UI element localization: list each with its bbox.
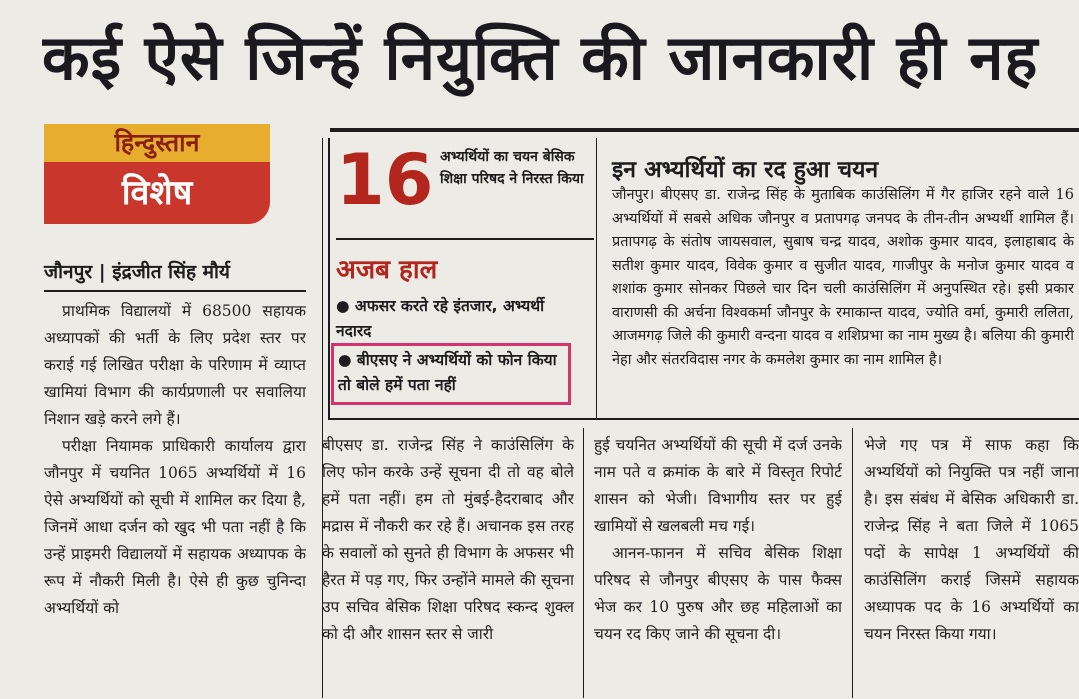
col4-paragraph: भेजे गए पत्र में साफ कहा कि अभ्यर्थियों को नियुक्ति पत्र नहीं जाना है। इस संबंध में बेसिक अधिकारी डा. राजेन्द्र सिंह ने बता जिले में 1065 पदों के सापेक्ष 1 अभ्यर्थियों की काउंसिलिंग कराई जिसमें सहायक अध्यापक पद के 16 अभ्यर्थियों का चयन निरस्त किया गया। — [864, 436, 1079, 643]
byline: जौनपुर | इंद्रजीत सिंह मौर्य — [44, 261, 230, 283]
col3-paragraph: आनन-फानन में सचिव बेसिक शिक्षा परिषद से जौनपुर बीएसए के पास फैक्स भेज कर 10 पुरुष और छह महिलाओं का चयन रद किए जाने की सूचना दी। — [594, 544, 842, 643]
column-divider — [583, 428, 584, 698]
badge-masthead: हिन्दुस्तान — [44, 124, 270, 162]
column-4 — [864, 432, 1079, 698]
badge-label: विशेष — [121, 173, 193, 213]
box-bottom-border — [328, 418, 1079, 420]
hindustan-vishesh-badge — [44, 124, 270, 224]
column-3 — [594, 432, 842, 698]
box-left-border — [328, 138, 330, 420]
column-2 — [322, 432, 574, 698]
inner-divider — [596, 138, 597, 418]
bullet-text: अफसर करते रहे इंतजार, अभ्यर्थी नदारद — [336, 297, 545, 340]
stat-divider — [336, 238, 594, 240]
box-title: इन अभ्यर्थियों का रद हुआ चयन — [612, 157, 879, 183]
column-divider — [852, 428, 853, 698]
left-column — [44, 298, 306, 698]
bullet-item: ● अफसर करते रहे इंतजार, अभ्यर्थी नदारद — [336, 297, 545, 340]
stat-number: 16 — [336, 139, 434, 221]
ajab-haal-title: अजब हाल — [336, 255, 438, 285]
byline-underline — [44, 290, 306, 292]
left-paragraph: परीक्षा नियामक प्राधिकारी कार्यालय द्वारा जौनपुर में चयनित 1065 अभ्यर्थियों में 16 ऐसे अभ्यर्थियों को सूची में शामिल कर दिया है, जिनमें आधा दर्जन को खुद भी पता नहीं है कि उन्हें प्राइमरी विद्यालयों में सहायक अध्यापक के रूप में नौकरी मिली है। ऐसे ही कुछ चुनिन्दा अभ्यर्थियों को — [44, 437, 306, 617]
col2-paragraph: बीएसए डा. राजेन्द्र सिंह ने काउंसिलिंग के लिए फोन करके उन्हें सूचना दी तो वह बोले हमें पता नहीं। हम तो मुंबई-हैदराबाद और मद्रास में नौकरी कर रहे हैं। अचानक इस तरह के सवालों को सुनते ही विभाग के अफसर भी हैरत में पड़ गए, फिर उन्होंने मामले की सूचना उप सचिव बेसिक शिक्षा परिषद स्कन्द शुक्ल को दी और शासन स्तर से जारी — [322, 436, 574, 643]
col3-paragraph: हुई चयनित अभ्यर्थियों की सूची में दर्ज उनके नाम पते व क्रमांक के बारे में विस्तृत रिपोर्ट शासन को भेजी। विभागीय स्तर पर हुई खामियों से खलबली मच गई। — [594, 436, 842, 535]
bullet-text: बीएसए ने अभ्यर्थियों को फोन किया तो बोले हमें पता नहीं — [338, 351, 557, 394]
top-divider — [330, 128, 1079, 132]
box-body: जौनपुर। बीएसए डा. राजेन्द्र सिंह के मुताबिक काउंसिलिंग में गैर हाजिर रहने वाले 16 अभ्यर्थियों में सबसे अधिक जौनपुर व प्रतापगढ़ जनपद के तीन-तीन अभ्यर्थी शामिल हैं। प्रतापगढ़ के संतोष जायसवाल, सुबाष चन्द्र यादव, अशोक कुमार यादव, इलाहाबाद के सतीश कुमार यादव, विवेक कुमार व सुजीत यादव, गाजीपुर के मनोज कुमार यादव व शशांक कुमार सोनकर पिछले चार दिन चली काउंसिलिंग में अनुपस्थित रहे। इसी प्रकार वाराणसी की अर्चना विश्वकर्मा जौनपुर के रमाकान्त यादव, ज्योति वर्मा, कुमारी ललिता, आजमगढ़ जिले की कुमारी वन्दना यादव व शशिप्रभा का नाम मुख्य है। बलिया की कुमारी नेहा और संतरविदास नगर के कमलेश कुमार का नाम शामिल है। — [612, 187, 1074, 368]
left-paragraph: प्राथमिक विद्यालयों में 68500 सहायक अध्यापकों की भर्ती के लिए प्रदेश स्तर पर कराई गई लिखित परीक्षा के परिणाम में व्याप्त खामियां विभाग की कार्यप्रणाली पर सवालिया निशान खड़े करने लगे हैं। — [44, 302, 306, 428]
bullet-item: ● बीएसए ने अभ्यर्थियों को फोन किया तो बोले हमें पता नहीं — [338, 351, 557, 394]
headline: कई ऐसे जिन्हें नियुक्ति की जानकारी ही नह — [42, 21, 1039, 94]
stat-caption: अभ्यर्थियों का चयन बेसिक शिक्षा परिषद ने निरस्त किया — [440, 149, 584, 187]
